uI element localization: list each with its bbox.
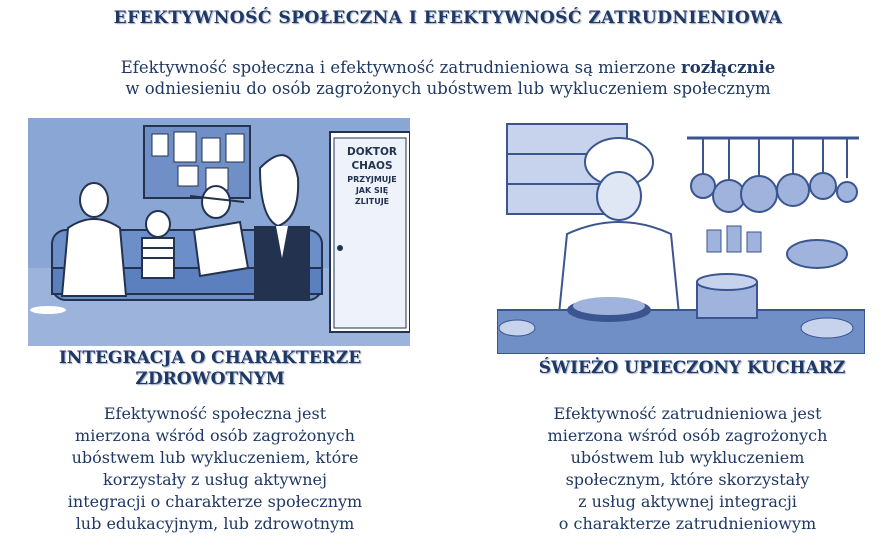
door-sign-line: ZLITUJE — [354, 197, 390, 206]
description-line: z usług aktywnej integracji — [578, 492, 797, 511]
description-line: lub edukacyjnym, lub zdrowotnym — [75, 514, 355, 533]
chef-drawing — [497, 114, 865, 354]
description-line: korzystały z usług aktywnej — [103, 470, 327, 489]
page-title: EFEKTYWNOŚĆ SPOŁECZNA I EFEKTYWNOŚĆ ZATRUDNIENIOWA — [113, 8, 783, 28]
door-sign-line: PRZYJMUJE — [347, 175, 397, 184]
door-sign-line: DOKTOR — [347, 146, 397, 158]
description-line: ubóstwem lub wykluczeniem, które — [71, 448, 359, 467]
intro-text — [60, 57, 836, 99]
intro-line1: Efektywność społeczna i efektywność zatrudnieniowa są mierzone — [120, 58, 681, 77]
chef-illustration — [497, 114, 865, 354]
door-sign-line: CHAOS — [351, 160, 393, 172]
description-line: Efektywność zatrudnieniowa jest — [553, 404, 822, 423]
right-description — [505, 403, 870, 535]
description-line: społecznym, które skorzystały — [565, 470, 810, 489]
description-line: ubóstwem lub wykluczeniem — [570, 448, 805, 467]
description-line: mierzona wśród osób zagrożonych — [547, 426, 828, 445]
door-sign-line: JAK SIĘ — [355, 186, 389, 195]
door-sign — [340, 146, 404, 207]
caption-line: INTEGRACJA O CHARAKTERZE — [58, 348, 362, 368]
left-caption — [40, 348, 380, 390]
description-line: Efektywność społeczna jest — [103, 404, 327, 423]
waiting-room-illustration — [28, 118, 410, 346]
description-line: integracji o charakterze społecznym — [67, 492, 363, 511]
intro-line2: w odniesieniu do osób zagrożonych ubóstwem lub wykluczeniem społecznym — [125, 79, 771, 98]
caption-line: ŚWIEŻO UPIECZONY KUCHARZ — [538, 358, 846, 378]
intro-emphasis: rozłącznie — [681, 58, 776, 77]
caption-line: ZDROWOTNYM — [135, 369, 285, 389]
description-line: mierzona wśród osób zagrożonych — [75, 426, 355, 445]
description-line: o charakterze zatrudnieniowym — [558, 514, 817, 533]
left-description — [40, 403, 390, 535]
right-caption — [512, 358, 872, 379]
